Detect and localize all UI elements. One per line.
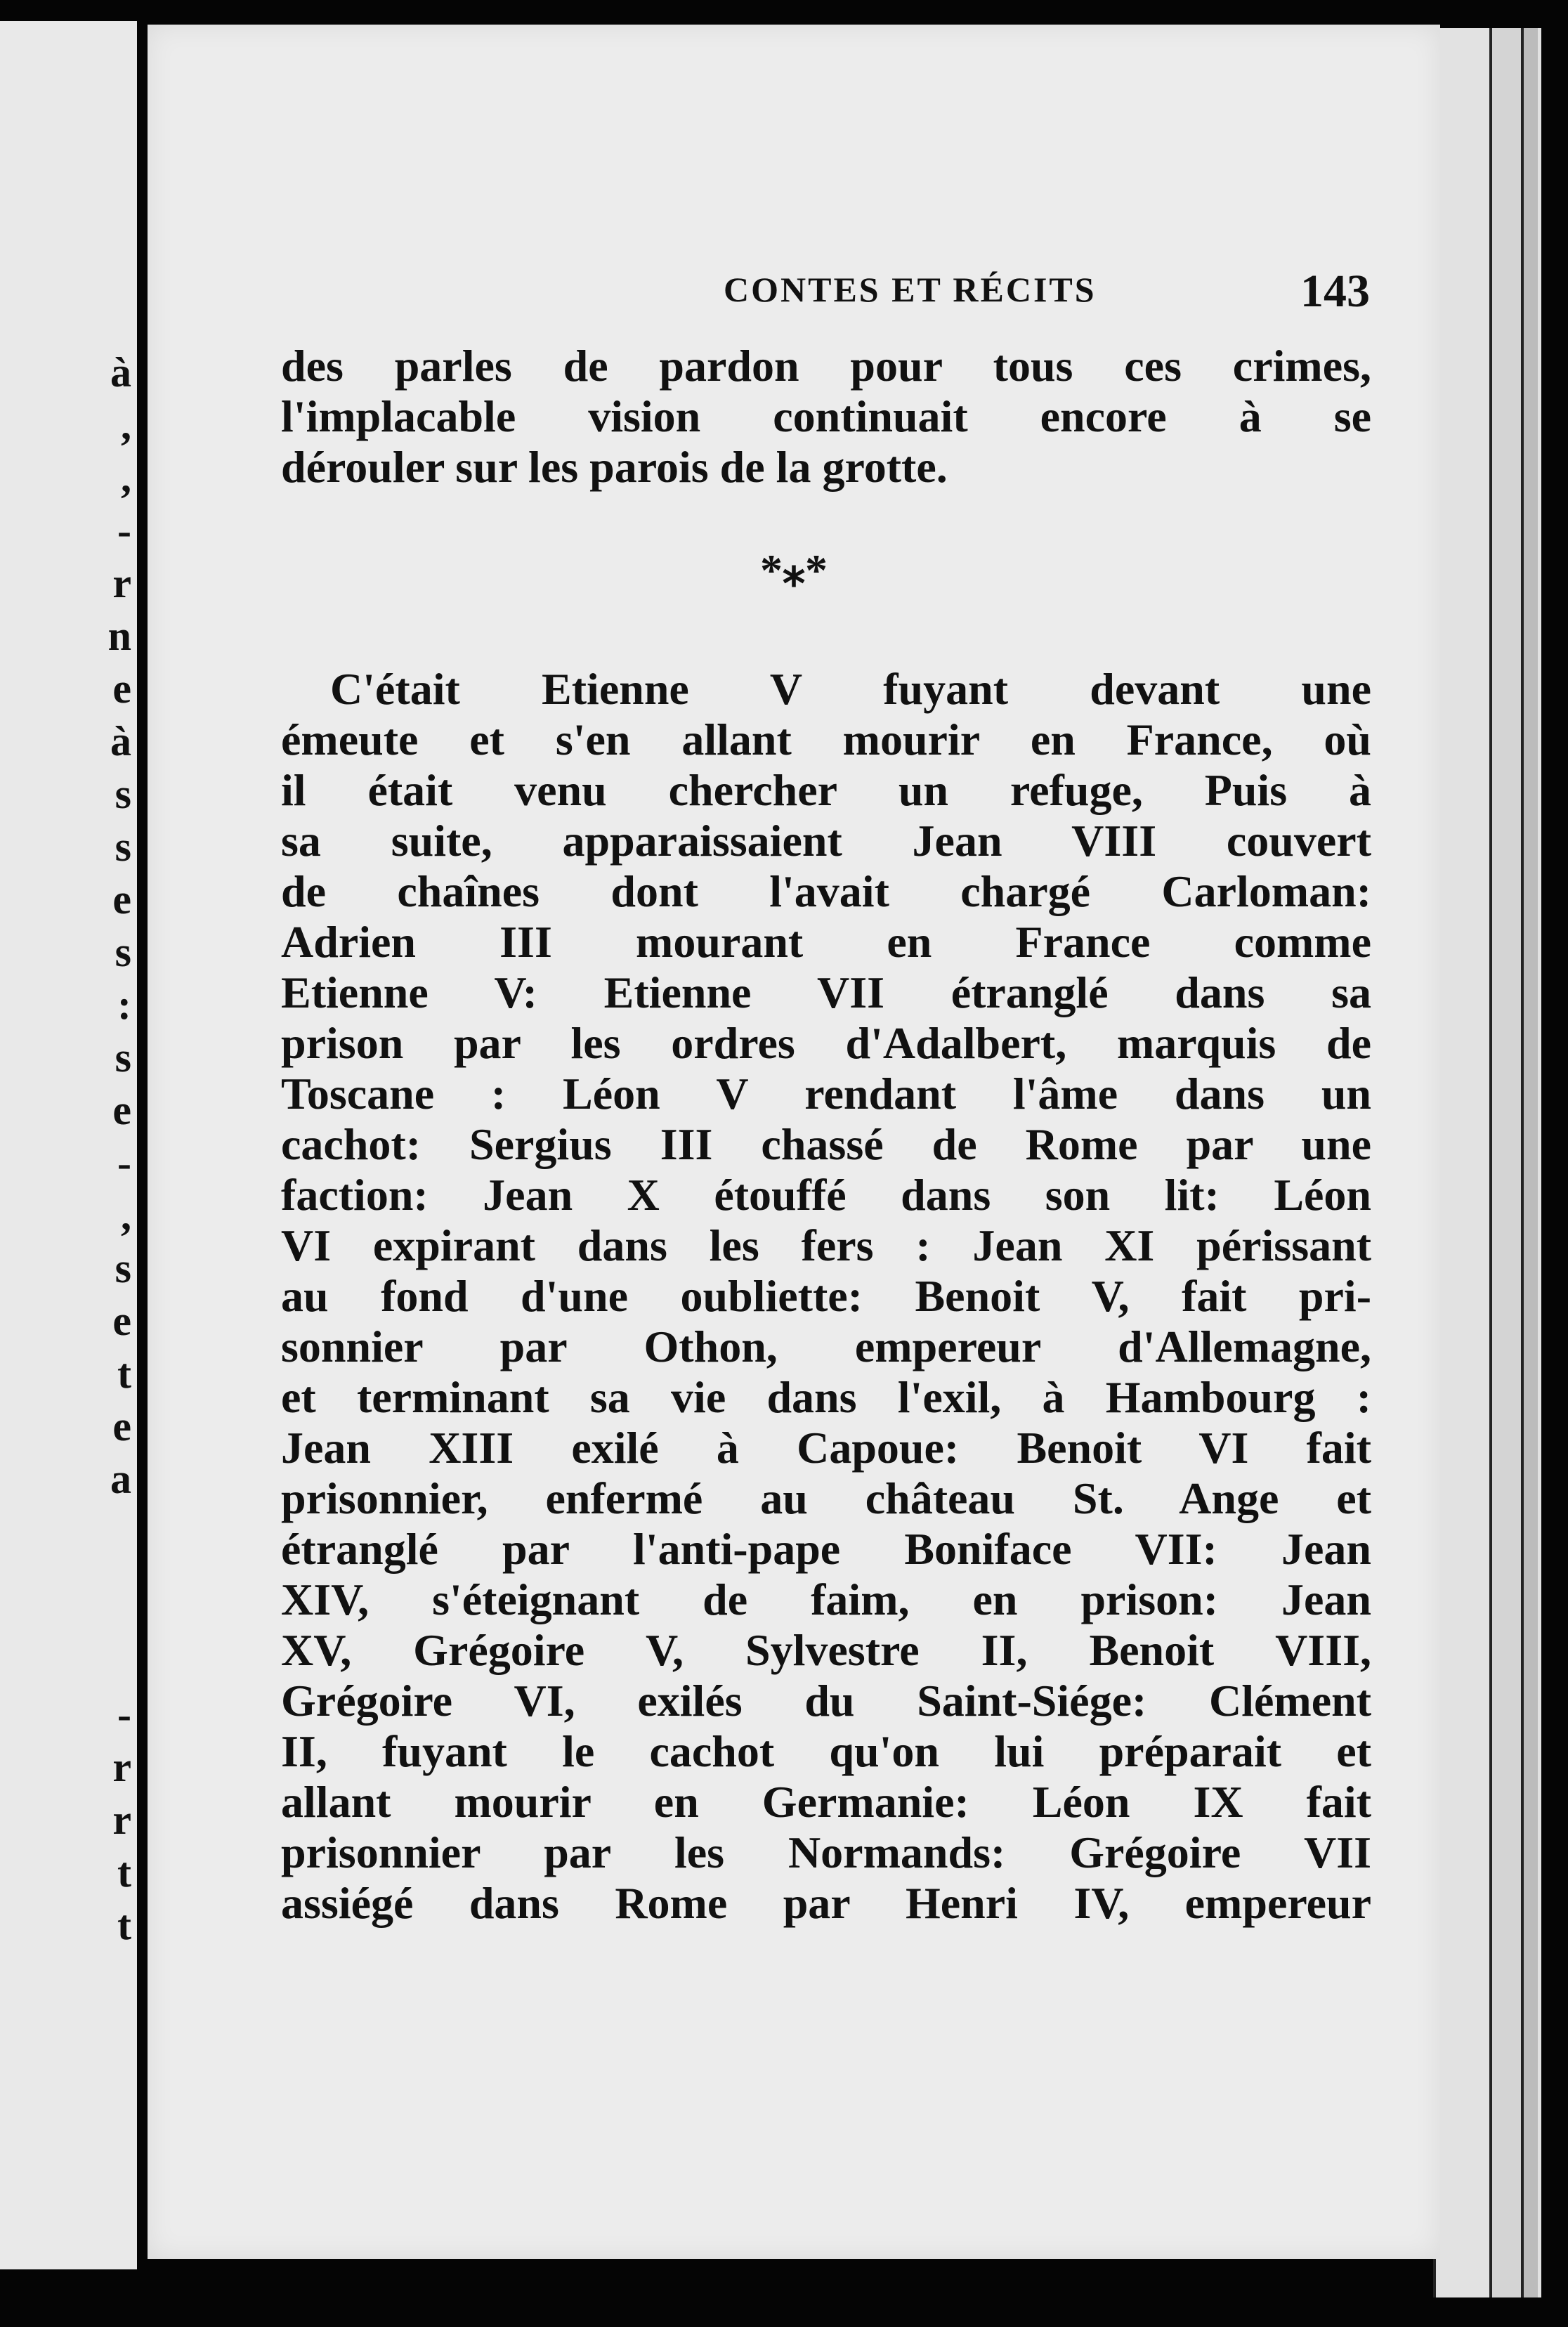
previous-page-fragment: r — [112, 1797, 131, 1843]
previous-page-fragment: t — [117, 1902, 131, 1948]
paragraph-continuation — [281, 341, 1371, 493]
previous-page-fragment: - — [117, 1140, 131, 1186]
text-line: étranglé par l'anti-pape Boniface VII: Jean — [281, 1524, 1371, 1574]
running-head — [288, 248, 1370, 317]
page-number: 143 — [1300, 266, 1370, 317]
text-line: cachot: Sergius III chassé de Rome par une — [281, 1119, 1371, 1169]
text-line: assiégé dans Rome par Henri IV, empereur — [281, 1878, 1371, 1928]
previous-page-fragment: n — [107, 613, 131, 659]
text-line: et terminant sa vie dans l'exil, à Hambourg : — [281, 1372, 1371, 1422]
text-line: VI expirant dans les fers : Jean XI périssant — [281, 1220, 1371, 1270]
previous-page-fragment: s — [115, 1245, 131, 1291]
previous-page-fragment: e — [112, 1403, 131, 1449]
text-line: Jean XIII exilé à Capoue: Benoit VI fait — [281, 1423, 1371, 1473]
text-line: Etienne V: Etienne VII étranglé dans sa — [281, 967, 1371, 1017]
previous-page-fragment: à — [110, 349, 131, 396]
running-title: CONTES ET RÉCITS — [724, 270, 1097, 309]
text-line: XV, Grégoire V, Sylvestre II, Benoit VIII, — [281, 1625, 1371, 1675]
text-line: l'implacable vision continuait encore à se — [281, 391, 1371, 441]
page-stack-edge — [1521, 28, 1538, 2297]
text-line: faction: Jean X étouffé dans son lit: Léon — [281, 1170, 1371, 1220]
previous-page-fragment: : — [117, 982, 131, 1028]
text-line: il était venu chercher un refuge, Puis à — [281, 765, 1371, 815]
text-line: prisonnier par les Normands: Grégoire VII — [281, 1827, 1371, 1877]
text-line: dérouler sur les parois de la grotte. — [281, 442, 948, 492]
previous-page-fragment: t — [117, 1849, 131, 1896]
book-page — [148, 25, 1440, 2259]
text-line: de chaînes dont l'avait chargé Carloman: — [281, 866, 1371, 916]
text-line: prisonnier, enfermé au château St. Ange et — [281, 1473, 1371, 1523]
previous-page-fragment: à — [110, 718, 131, 764]
text-line: des par​les de pardon pour tous ces crimes, — [281, 341, 1371, 391]
previous-page-fragment: - — [117, 507, 131, 554]
previous-page-fragment: e — [112, 876, 131, 923]
paragraph — [281, 664, 1371, 1929]
text-line: sonnier par Othon, empereur d'Allemagne, — [281, 1322, 1371, 1371]
previous-page-fragment: e — [112, 1087, 131, 1133]
text-line: au fond d'une oubliette: Benoit V, fait pri- — [281, 1271, 1371, 1321]
text-line: Toscane : Léon V rendant l'âme dans un — [281, 1069, 1371, 1119]
text-line: émeute et s'en allant mourir en France, où — [281, 715, 1371, 764]
previous-page-fragment: s — [115, 1034, 131, 1081]
text-line: II, fuyant le cachot qu'on lui préparait et — [281, 1726, 1371, 1776]
previous-page-fragment: t — [117, 1350, 131, 1397]
text-line: XIV, s'éteignant de faim, en prison: Jean — [281, 1575, 1371, 1624]
previous-page-fragment: e — [112, 665, 131, 712]
previous-page-fragment: - — [117, 1691, 131, 1738]
section-ornament: *⁎* — [760, 545, 828, 595]
previous-page-fragment: r — [112, 1744, 131, 1790]
text-line: Adrien III mourant en France comme — [281, 917, 1371, 967]
previous-page-fragment: s — [115, 929, 131, 975]
text-line: Grégoire VI, exilés du Saint-Siége: Clément — [281, 1676, 1371, 1726]
text-line: prison par les ordres d'Adalbert, marquis de — [281, 1018, 1371, 1068]
previous-page-fragment: , — [121, 1192, 131, 1239]
text-line: allant mourir en Germanie: Léon IX fait — [281, 1777, 1371, 1827]
previous-page-fragment: s — [115, 823, 131, 870]
text-line: sa suite, apparaissaient Jean VIII couvert — [281, 816, 1371, 866]
text-line: C'était Etienne V fuyant devant une — [330, 664, 1371, 714]
previous-page-fragment: , — [121, 455, 131, 501]
previous-page-fragment: a — [110, 1456, 131, 1502]
previous-page-edge — [0, 21, 137, 2269]
previous-page-fragment: e — [112, 1298, 131, 1344]
previous-page-fragment: , — [121, 402, 131, 448]
previous-page-fragment: r — [112, 560, 131, 606]
previous-page-fragment: s — [115, 771, 131, 817]
